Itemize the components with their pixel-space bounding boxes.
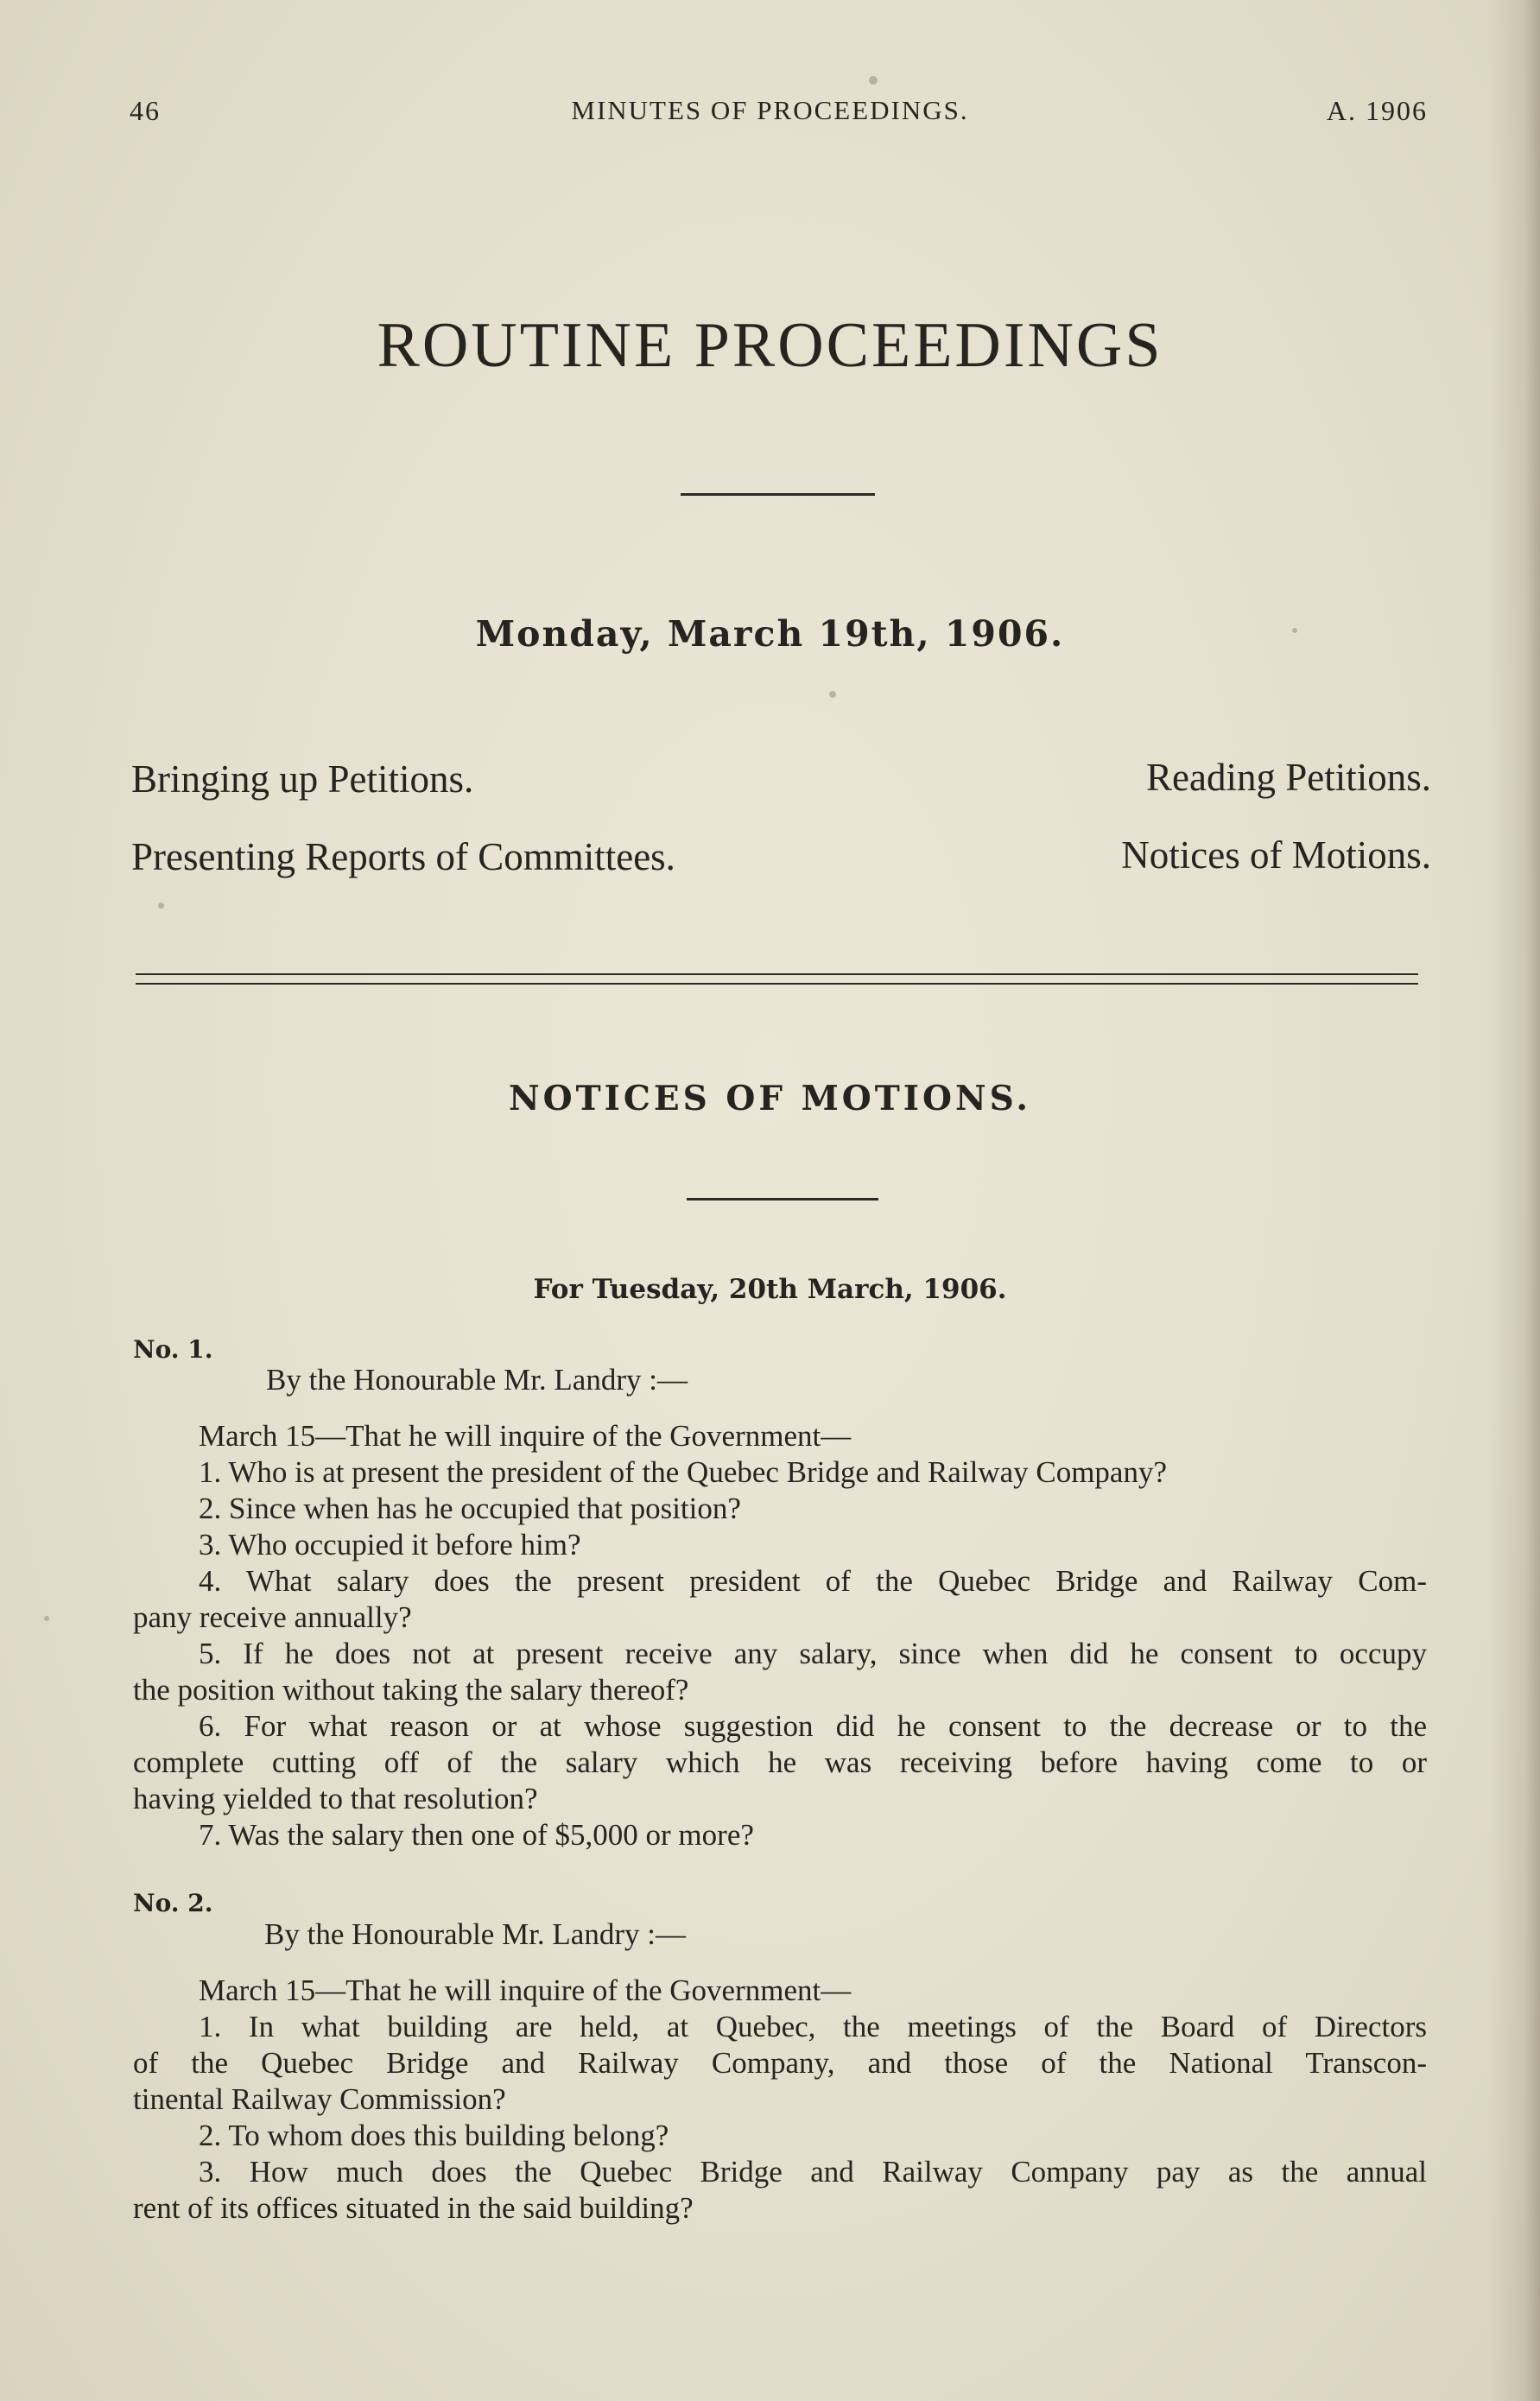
paper-speck: [158, 903, 164, 909]
notice-line: 3. How much does the Quebec Bridge and Railway Company pay as the annual: [199, 2155, 1427, 2189]
notice-number: No. 2.: [133, 1889, 213, 1917]
running-title: MINUTES OF PROCEEDINGS.: [571, 95, 969, 125]
notice-line: 3. Who occupied it before him?: [199, 1528, 581, 1562]
page-title: ROUTINE PROCEEDINGS: [377, 310, 1163, 381]
routine-item: Notices of Motions.: [1121, 833, 1431, 877]
paper-speck: [44, 1616, 49, 1621]
notice-line: complete cutting off of the salary which he was receiving before having come to or: [133, 1745, 1427, 1779]
notice-number: No. 1.: [133, 1335, 213, 1364]
notice-line: 6. For what reason or at whose suggestion did he consent to the decrease or to the: [199, 1709, 1427, 1743]
paper-speck: [1292, 628, 1297, 633]
notice-line: of the Quebec Bridge and Railway Company, and those of the National Transcon-: [133, 2046, 1427, 2080]
notice-line: 7. Was the salary then one of $5,000 or more?: [199, 1818, 754, 1852]
divider: [681, 493, 875, 496]
running-year: A. 1906: [1326, 95, 1428, 126]
notice-line: tinental Railway Commission?: [133, 2082, 506, 2116]
paper-speck: [869, 76, 878, 85]
notice-line: 4. What salary does the present president of the Quebec Bridge and Railway Com-: [199, 1564, 1427, 1598]
paper-speck: [829, 691, 836, 698]
double-divider: [136, 973, 1418, 985]
notice-line: rent of its offices situated in the said building?: [133, 2191, 694, 2225]
routine-item: Reading Petitions.: [1146, 756, 1431, 799]
routine-item: Bringing up Petitions.: [131, 757, 474, 801]
notice-line: 1. Who is at present the president of the Quebec Bridge and Railway Company?: [199, 1455, 1167, 1489]
notice-line: March 15—That he will inquire of the Government—: [199, 1419, 852, 1453]
divider: [687, 1198, 878, 1200]
notice-line: pany receive annually?: [133, 1600, 412, 1634]
routine-item: Presenting Reports of Committees.: [131, 835, 675, 878]
page-number: 46: [130, 95, 161, 126]
notice-date: For Tuesday, 20th March, 1906.: [533, 1274, 1007, 1305]
notice-line: having yielded to that resolution?: [133, 1782, 538, 1815]
notice-mover: By the Honourable Mr. Landry :—: [264, 1917, 686, 1951]
notice-line: 1. In what building are held, at Quebec, the meetings of the Board of Directors: [199, 2010, 1427, 2043]
notice-line: March 15—That he will inquire of the Government—: [199, 1973, 852, 2007]
sitting-date: Monday, March 19th, 1906.: [475, 613, 1065, 655]
notice-line: the position without taking the salary thereof?: [133, 1673, 689, 1707]
notice-line: 2. Since when has he occupied that position?: [199, 1492, 741, 1525]
notice-line: 2. To whom does this building belong?: [199, 2119, 669, 2152]
section-heading: NOTICES OF MOTIONS.: [508, 1079, 1031, 1118]
notice-line: 5. If he does not at present receive any salary, since when did he consent to occupy: [199, 1637, 1427, 1670]
notice-mover: By the Honourable Mr. Landry :—: [266, 1363, 688, 1397]
